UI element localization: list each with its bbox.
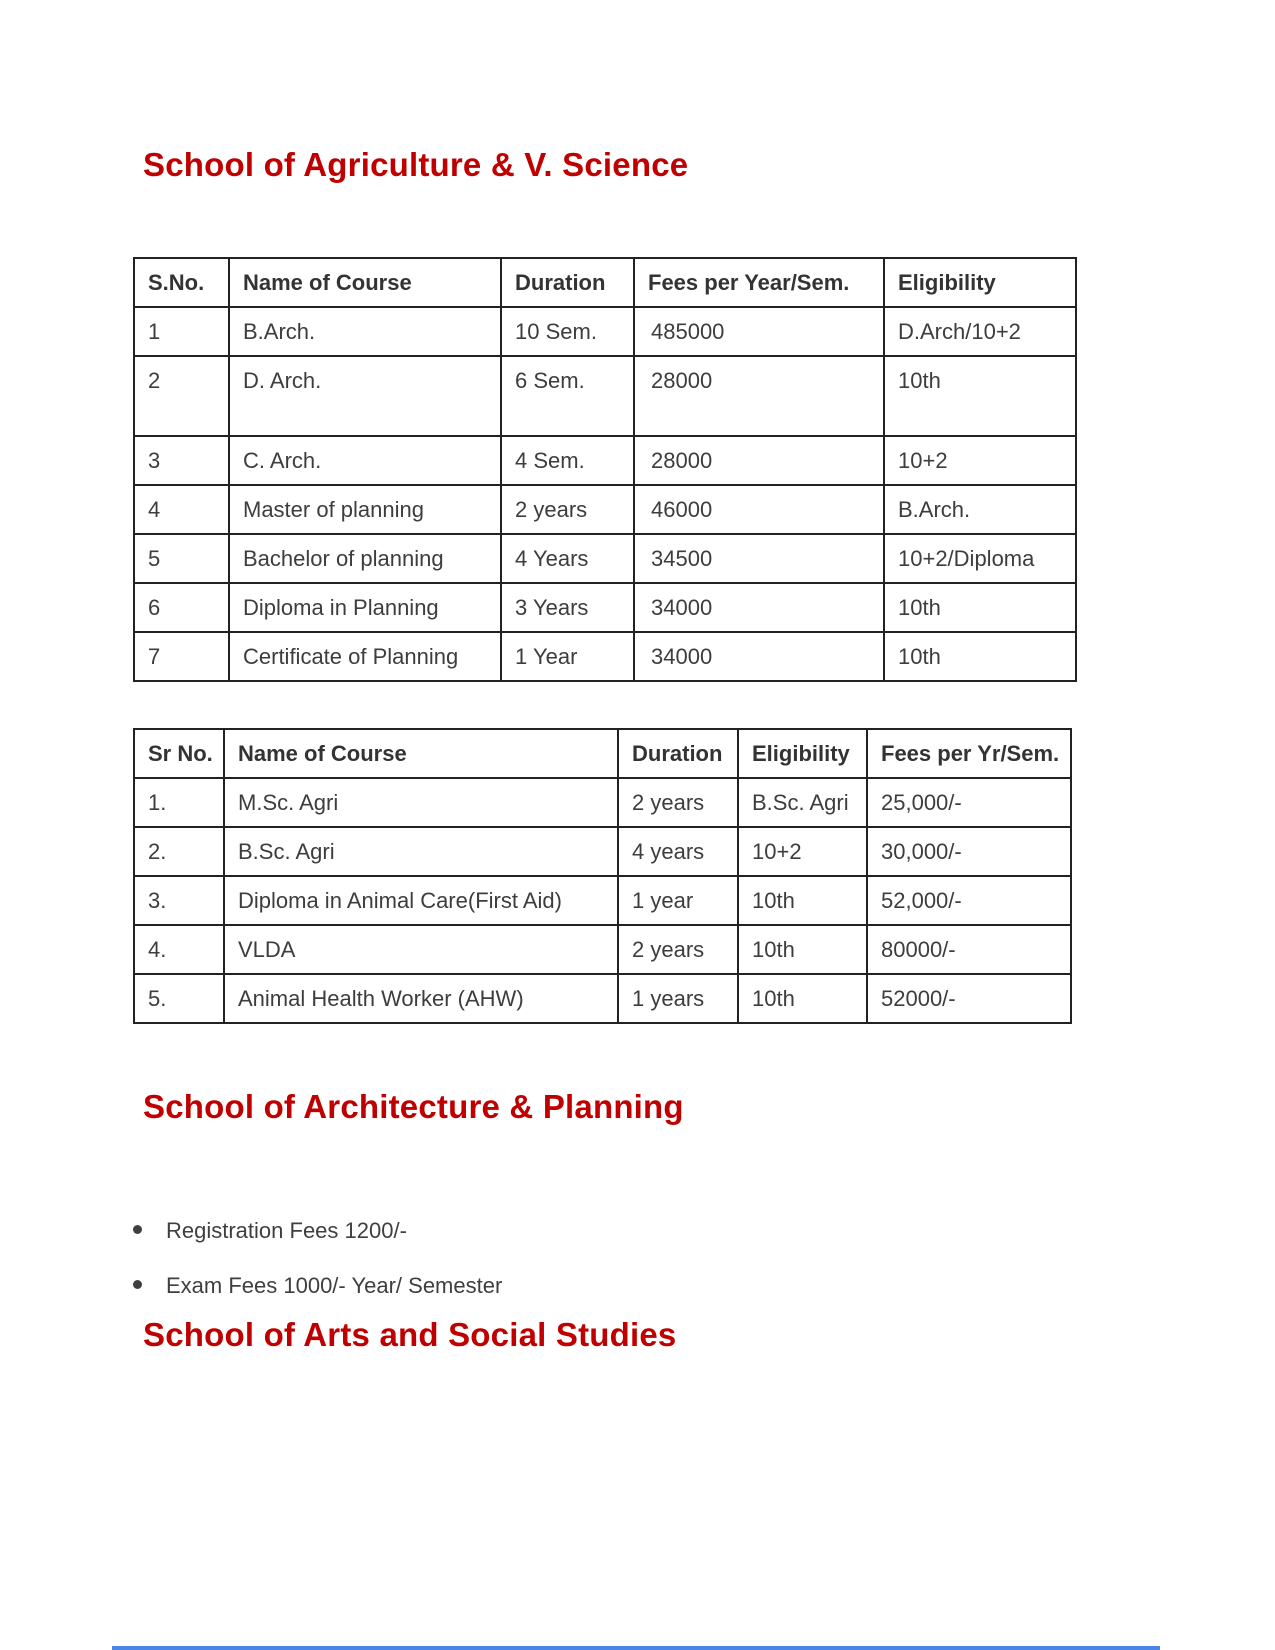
table-row <box>134 583 1076 632</box>
table-cell: 30,000/- <box>867 827 1071 876</box>
table-cell: 34000 <box>634 632 884 681</box>
table-cell: D.Arch/10+2 <box>884 307 1076 356</box>
list-item <box>133 1218 502 1244</box>
table-cell: 10 Sem. <box>501 307 634 356</box>
table-row <box>134 436 1076 485</box>
table-cell: 4. <box>134 925 224 974</box>
table-cell: B.Arch. <box>229 307 501 356</box>
table-cell: VLDA <box>224 925 618 974</box>
table-cell: 10+2/Diploma <box>884 534 1076 583</box>
table-cell: 3. <box>134 876 224 925</box>
list-item <box>133 1273 502 1299</box>
table-cell: Certificate of Planning <box>229 632 501 681</box>
table-header-row <box>134 258 1076 307</box>
table-cell: Diploma in Animal Care(First Aid) <box>224 876 618 925</box>
column-header: Duration <box>618 729 738 778</box>
table-row <box>134 778 1071 827</box>
column-header: Fees per Yr/Sem. <box>867 729 1071 778</box>
table-row <box>134 534 1076 583</box>
bullet-text: Exam Fees 1000/- Year/ Semester <box>166 1273 503 1298</box>
table-cell: 34000 <box>634 583 884 632</box>
table-cell: 46000 <box>634 485 884 534</box>
table-cell: Bachelor of planning <box>229 534 501 583</box>
table-cell: 3 Years <box>501 583 634 632</box>
table-row <box>134 632 1076 681</box>
section-heading-agriculture: School of Agriculture & V. Science <box>143 146 689 183</box>
column-header: Sr No. <box>134 729 224 778</box>
table-cell: 485000 <box>634 307 884 356</box>
bullet-icon <box>133 1225 142 1234</box>
table-cell: 52,000/- <box>867 876 1071 925</box>
column-header: Fees per Year/Sem. <box>634 258 884 307</box>
table-cell: 5 <box>134 534 229 583</box>
table-cell: 10+2 <box>738 827 867 876</box>
fees-bullet-list <box>133 1218 502 1328</box>
table-cell: 7 <box>134 632 229 681</box>
section-heading-architecture: School of Architecture & Planning <box>143 1088 684 1125</box>
table-cell: 25,000/- <box>867 778 1071 827</box>
table-cell: 4 Years <box>501 534 634 583</box>
table-cell: 2 years <box>618 778 738 827</box>
table-cell: C. Arch. <box>229 436 501 485</box>
table-cell: 2. <box>134 827 224 876</box>
table-cell: 10th <box>738 925 867 974</box>
table-header-row <box>134 729 1071 778</box>
table-cell: 10th <box>884 632 1076 681</box>
table-row <box>134 827 1071 876</box>
table-cell: 10th <box>738 974 867 1023</box>
table-cell: 52000/- <box>867 974 1071 1023</box>
table-row <box>134 485 1076 534</box>
table-cell: 10th <box>738 876 867 925</box>
table-cell: B.Arch. <box>884 485 1076 534</box>
table-cell: B.Sc. Agri <box>738 778 867 827</box>
table-cell: 5. <box>134 974 224 1023</box>
bullet-text: Registration Fees 1200/- <box>166 1218 407 1243</box>
table-cell: 6 <box>134 583 229 632</box>
table-cell: 28000 <box>634 356 884 436</box>
column-header: Duration <box>501 258 634 307</box>
table-cell: 6 Sem. <box>501 356 634 436</box>
column-header: Eligibility <box>738 729 867 778</box>
table-cell: Animal Health Worker (AHW) <box>224 974 618 1023</box>
table-cell: 28000 <box>634 436 884 485</box>
table-cell: 34500 <box>634 534 884 583</box>
table-row <box>134 876 1071 925</box>
table-cell: 10th <box>884 583 1076 632</box>
table-cell: 1 Year <box>501 632 634 681</box>
agriculture-vsci-courses-table <box>133 728 1072 1024</box>
table-row <box>134 974 1071 1023</box>
column-header: S.No. <box>134 258 229 307</box>
table-cell: 80000/- <box>867 925 1071 974</box>
table-cell: B.Sc. Agri <box>224 827 618 876</box>
agriculture-courses-table <box>133 257 1077 682</box>
column-header: Name of Course <box>224 729 618 778</box>
bottom-blue-divider <box>112 1646 1160 1650</box>
table-cell: 4 years <box>618 827 738 876</box>
table-row <box>134 307 1076 356</box>
table-cell: Master of planning <box>229 485 501 534</box>
table-cell: D. Arch. <box>229 356 501 436</box>
table-cell: 10th <box>884 356 1076 436</box>
table-cell: Diploma in Planning <box>229 583 501 632</box>
table-cell: 1 year <box>618 876 738 925</box>
table-cell: 1 <box>134 307 229 356</box>
table-cell: 2 <box>134 356 229 436</box>
table-cell: 4 <box>134 485 229 534</box>
table-row <box>134 925 1071 974</box>
table-cell: 10+2 <box>884 436 1076 485</box>
table-cell: 3 <box>134 436 229 485</box>
table-row <box>134 356 1076 436</box>
bullet-icon <box>133 1280 142 1289</box>
table-cell: 1. <box>134 778 224 827</box>
table-cell: 4 Sem. <box>501 436 634 485</box>
table-cell: 1 years <box>618 974 738 1023</box>
table-cell: 2 years <box>501 485 634 534</box>
column-header: Name of Course <box>229 258 501 307</box>
section-heading-arts: School of Arts and Social Studies <box>143 1316 677 1353</box>
column-header: Eligibility <box>884 258 1076 307</box>
table-cell: M.Sc. Agri <box>224 778 618 827</box>
table-cell: 2 years <box>618 925 738 974</box>
